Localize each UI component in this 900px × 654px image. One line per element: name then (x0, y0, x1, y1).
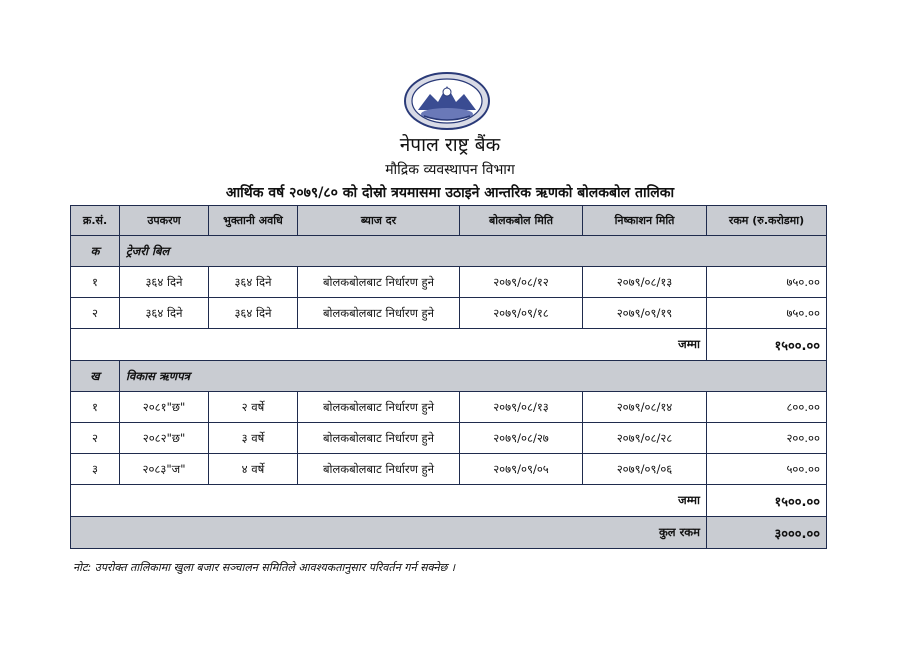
column-header: रकम (रु.करोडमा) (707, 206, 827, 236)
section-code: ख (71, 361, 120, 392)
cell-serial: २ (71, 423, 120, 454)
table-row (71, 267, 827, 298)
subtotal-value: १५००.०० (707, 485, 827, 517)
cell-amount: ८००.०० (707, 392, 827, 423)
cell-instrument: ३६४ दिने (120, 267, 209, 298)
cell-maturity: ४ वर्षे (209, 454, 298, 485)
column-header: ब्याज दर (298, 206, 460, 236)
cell-maturity: २ वर्षे (209, 392, 298, 423)
cell-instrument: ३६४ दिने (120, 298, 209, 329)
table-header-row (71, 206, 827, 236)
cell-auction-date: २०७९/०९/१८ (460, 298, 583, 329)
column-header: भुक्तानी अवधि (209, 206, 298, 236)
grand-total-label: कुल रकम (71, 517, 707, 549)
column-header: क्र.सं. (71, 206, 120, 236)
cell-maturity: ३ वर्षे (209, 423, 298, 454)
column-header: बोलकबोल मिति (460, 206, 583, 236)
section-row-development-bond (71, 361, 827, 392)
cell-serial: ३ (71, 454, 120, 485)
subtotal-label: जम्मा (71, 329, 707, 361)
subtotal-value: १५००.०० (707, 329, 827, 361)
subtotal-row (71, 329, 827, 361)
cell-maturity: ३६४ दिने (209, 298, 298, 329)
grand-total-value: ३०००.०० (707, 517, 827, 549)
cell-serial: १ (71, 267, 120, 298)
cell-issue-date: २०७९/०८/१४ (583, 392, 707, 423)
table-row (71, 423, 827, 454)
cell-amount: २००.०० (707, 423, 827, 454)
cell-issue-date: २०७९/०८/२८ (583, 423, 707, 454)
cell-auction-date: २०७९/०८/१३ (460, 392, 583, 423)
cell-interest-rate: बोलकबोलबाट निर्धारण हुने (298, 267, 460, 298)
document-title: आर्थिक वर्ष २०७९/८० को दोस्रो त्रयमासमा उठाइने आन्तरिक ऋणको बोलकबोल तालिका (225, 185, 675, 201)
cell-instrument: २०८१"छ" (120, 392, 209, 423)
subtotal-label: जम्मा (71, 485, 707, 517)
cell-instrument: २०८३"ज" (120, 454, 209, 485)
cell-serial: १ (71, 392, 120, 423)
section-name: विकास ऋणपत्र (120, 361, 827, 392)
table-row (71, 392, 827, 423)
subtotal-row (71, 485, 827, 517)
nepal-rastra-bank-logo (404, 72, 490, 130)
cell-auction-date: २०७९/०९/०५ (460, 454, 583, 485)
cell-instrument: २०८२"छ" (120, 423, 209, 454)
cell-amount: ५००.०० (707, 454, 827, 485)
section-name: ट्रेजरी बिल (120, 236, 827, 267)
cell-maturity: ३६४ दिने (209, 267, 298, 298)
cell-amount: ७५०.०० (707, 267, 827, 298)
cell-interest-rate: बोलकबोलबाट निर्धारण हुने (298, 298, 460, 329)
cell-serial: २ (71, 298, 120, 329)
section-row-treasury-bill (71, 236, 827, 267)
cell-issue-date: २०७९/०९/०६ (583, 454, 707, 485)
footnote: नोट: उपरोक्त तालिकामा खुला बजार सञ्चालन समितिले आवश्यकतानुसार परिवर्तन गर्न सक्नेछ । (73, 561, 456, 574)
cell-auction-date: २०७९/०८/१२ (460, 267, 583, 298)
cell-interest-rate: बोलकबोलबाट निर्धारण हुने (298, 392, 460, 423)
auction-schedule-table (70, 205, 827, 549)
column-header: निष्काशन मिति (583, 206, 707, 236)
cell-interest-rate: बोलकबोलबाट निर्धारण हुने (298, 423, 460, 454)
cell-amount: ७५०.०० (707, 298, 827, 329)
cell-issue-date: २०७९/०८/१३ (583, 267, 707, 298)
bank-name: नेपाल राष्ट्र बैंक (399, 134, 501, 156)
department-name: मौद्रिक व्यवस्थापन विभाग (385, 162, 515, 178)
column-header: उपकरण (120, 206, 209, 236)
section-code: क (71, 236, 120, 267)
table-row (71, 298, 827, 329)
table-row (71, 454, 827, 485)
cell-auction-date: २०७९/०८/२७ (460, 423, 583, 454)
grand-total-row (71, 517, 827, 549)
cell-interest-rate: बोलकबोलबाट निर्धारण हुने (298, 454, 460, 485)
cell-issue-date: २०७९/०९/१९ (583, 298, 707, 329)
